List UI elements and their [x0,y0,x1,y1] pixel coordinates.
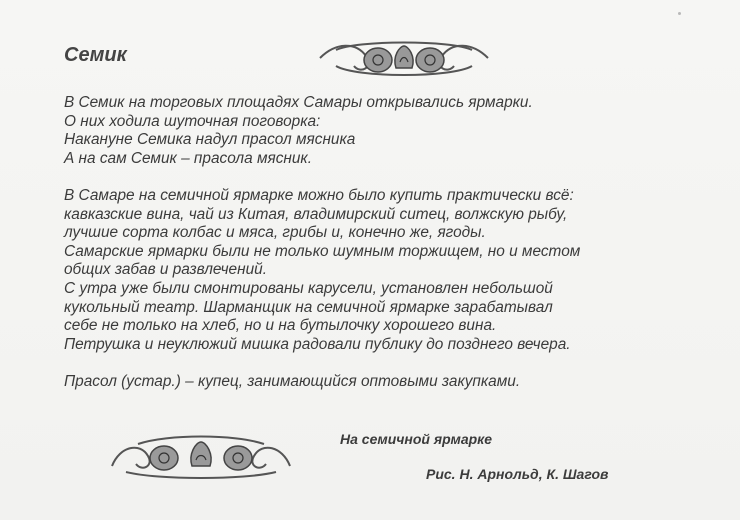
paragraph-1 [64,94,704,168]
bottom-ornament [108,432,294,480]
body-text [64,94,704,410]
paragraph-3 [64,373,704,392]
text-line: лучшие сорта колбас и мяса, грибы и, конечно же, ягоды. [64,224,486,242]
text-line: Петрушка и неуклюжий мишка радовали публику до позднего вечера. [64,335,571,353]
paragraph-2 [64,187,704,354]
paper-speck [678,12,681,15]
text-line: себе не только на хлеб, но и на бутылочку хорошего вина. [64,317,497,335]
text-line: В Семик на торговых площадях Самары открывались ярмарки. [64,94,533,111]
top-ornament [316,38,492,78]
illustration-caption: На семичной ярмарке [340,431,493,447]
text-line: В Самаре на семичной ярмарке можно было купить практически всё: [64,186,574,204]
text-line: кавказские вина, чай из Китая, владимирский ситец, волжскую рыбу, [64,205,568,223]
illustration-credit: Рис. Н. Арнольд, К. Шагов [426,466,609,482]
text-line: Накануне Семика надул прасол мясника [64,131,356,149]
text-line: Самарские ярмарки были не только шумным торжищем, но и местом [64,242,581,260]
text-line: Прасол (устар.) – купец, занимающийся оптовыми закупками. [64,372,521,390]
text-line: кукольный театр. Шарманщик на семичной ярмарке зарабатывал [64,298,553,316]
page-title: Семик [64,44,127,66]
text-line: О них ходила шуточная поговорка: [64,112,321,130]
text-line: А на сам Семик – прасола мясник. [64,149,312,167]
text-line: общих забав и развлечений. [64,261,267,279]
text-line: С утра уже были смонтированы карусели, установлен небольшой [64,279,553,297]
